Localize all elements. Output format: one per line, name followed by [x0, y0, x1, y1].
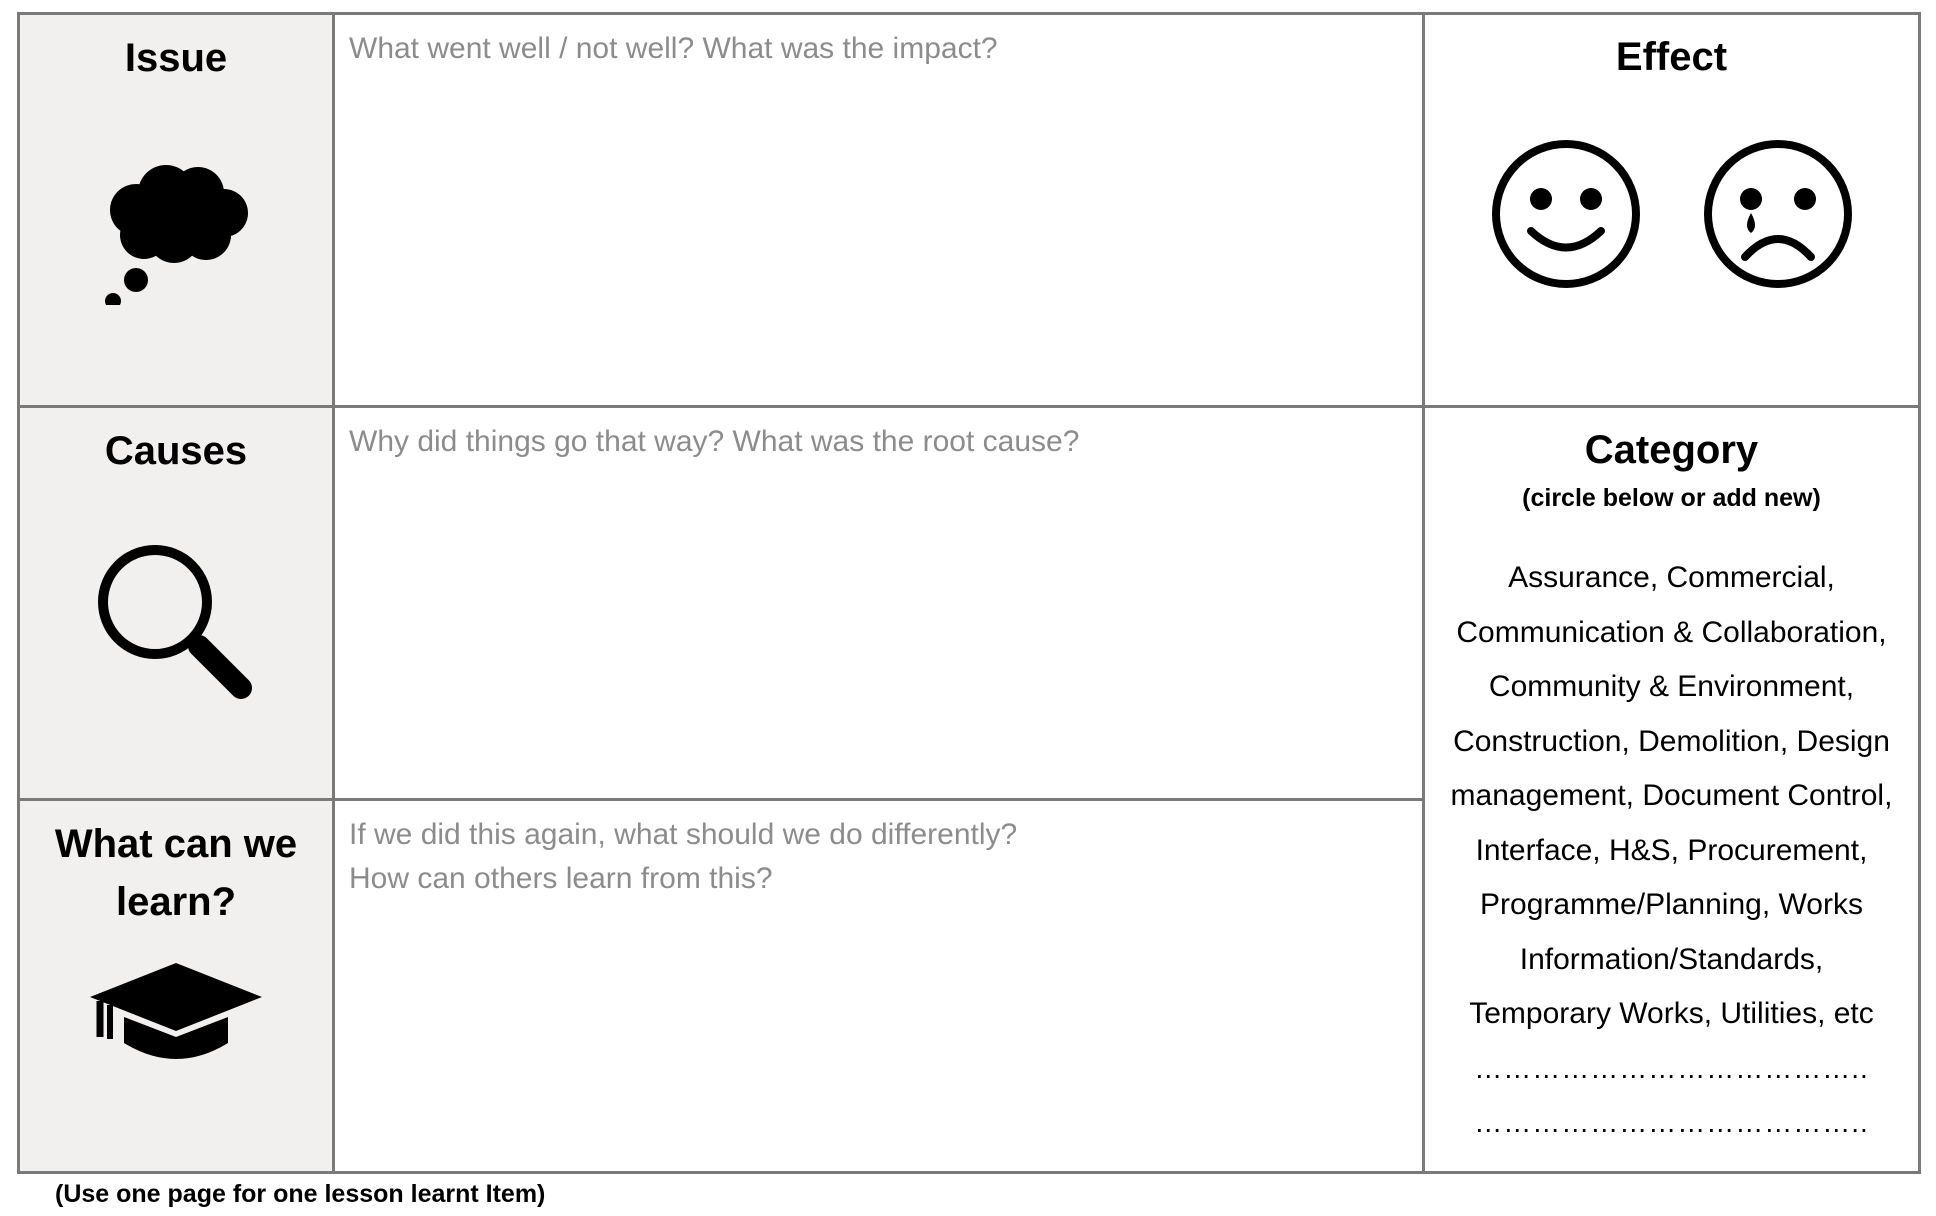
learn-response-area[interactable] [335, 801, 1425, 1171]
causes-icon-wrap [20, 538, 332, 708]
magnifier-icon [91, 538, 261, 708]
category-blank-line-2[interactable]: ………………………………….. [1474, 1106, 1869, 1138]
causes-label: Causes [104, 429, 248, 473]
learn-label-line-1: What can we [54, 822, 298, 866]
category-line[interactable]: Construction, Demolition, Design [1453, 724, 1890, 758]
category-title: Category [1584, 428, 1759, 472]
causes-response-area[interactable] [335, 408, 1425, 801]
causes-label-cell [20, 408, 335, 801]
category-line[interactable]: Community & Environment, [1488, 670, 1855, 703]
issue-prompt: What went well / not well? What was the impact? [349, 32, 998, 65]
category-options [1435, 551, 1908, 1150]
category-line[interactable]: Temporary Works, Utilities, etc [1469, 997, 1874, 1030]
causes-prompt: Why did things go that way? What was the root cause? [349, 425, 1080, 458]
category-line[interactable]: Programme/Planning, Works [1480, 888, 1863, 921]
lessons-learnt-form [17, 12, 1921, 1174]
learn-label-cell [20, 801, 335, 1171]
learn-label [20, 815, 332, 931]
usage-footnote: (Use one page for one lesson learnt Item) [55, 1180, 546, 1208]
category-subtitle: (circle below or add new) [1522, 484, 1821, 512]
thought-bubble-icon [96, 155, 256, 305]
graduation-cap-icon [86, 959, 266, 1069]
effect-title: Effect [1615, 35, 1728, 79]
category-line[interactable]: management, Document Control, [1450, 779, 1893, 812]
category-line[interactable]: Information/Standards, [1519, 942, 1824, 976]
issue-response-area[interactable] [335, 15, 1425, 408]
effect-cell [1425, 15, 1918, 408]
category-line[interactable]: Assurance, Commercial, [1508, 561, 1835, 594]
category-blank-line-1[interactable]: ………………………………….. [1474, 1052, 1869, 1084]
sad-face-icon[interactable] [1703, 139, 1853, 289]
issue-label: Issue [124, 36, 228, 80]
category-line[interactable]: Interface, H&S, Procurement, [1475, 833, 1868, 867]
effect-faces [1425, 139, 1918, 289]
learn-icon-wrap [20, 959, 332, 1069]
issue-label-cell [20, 15, 335, 408]
happy-face-icon[interactable] [1491, 139, 1641, 289]
learn-prompt-line-2: How can others learn from this? [349, 862, 773, 895]
learn-prompt-line-1: If we did this again, what should we do differently? [349, 818, 1018, 851]
category-cell [1425, 408, 1918, 1171]
issue-icon-wrap [20, 155, 332, 305]
learn-label-line-2: learn? [115, 880, 237, 924]
category-line[interactable]: Communication & Collaboration, [1456, 615, 1887, 649]
